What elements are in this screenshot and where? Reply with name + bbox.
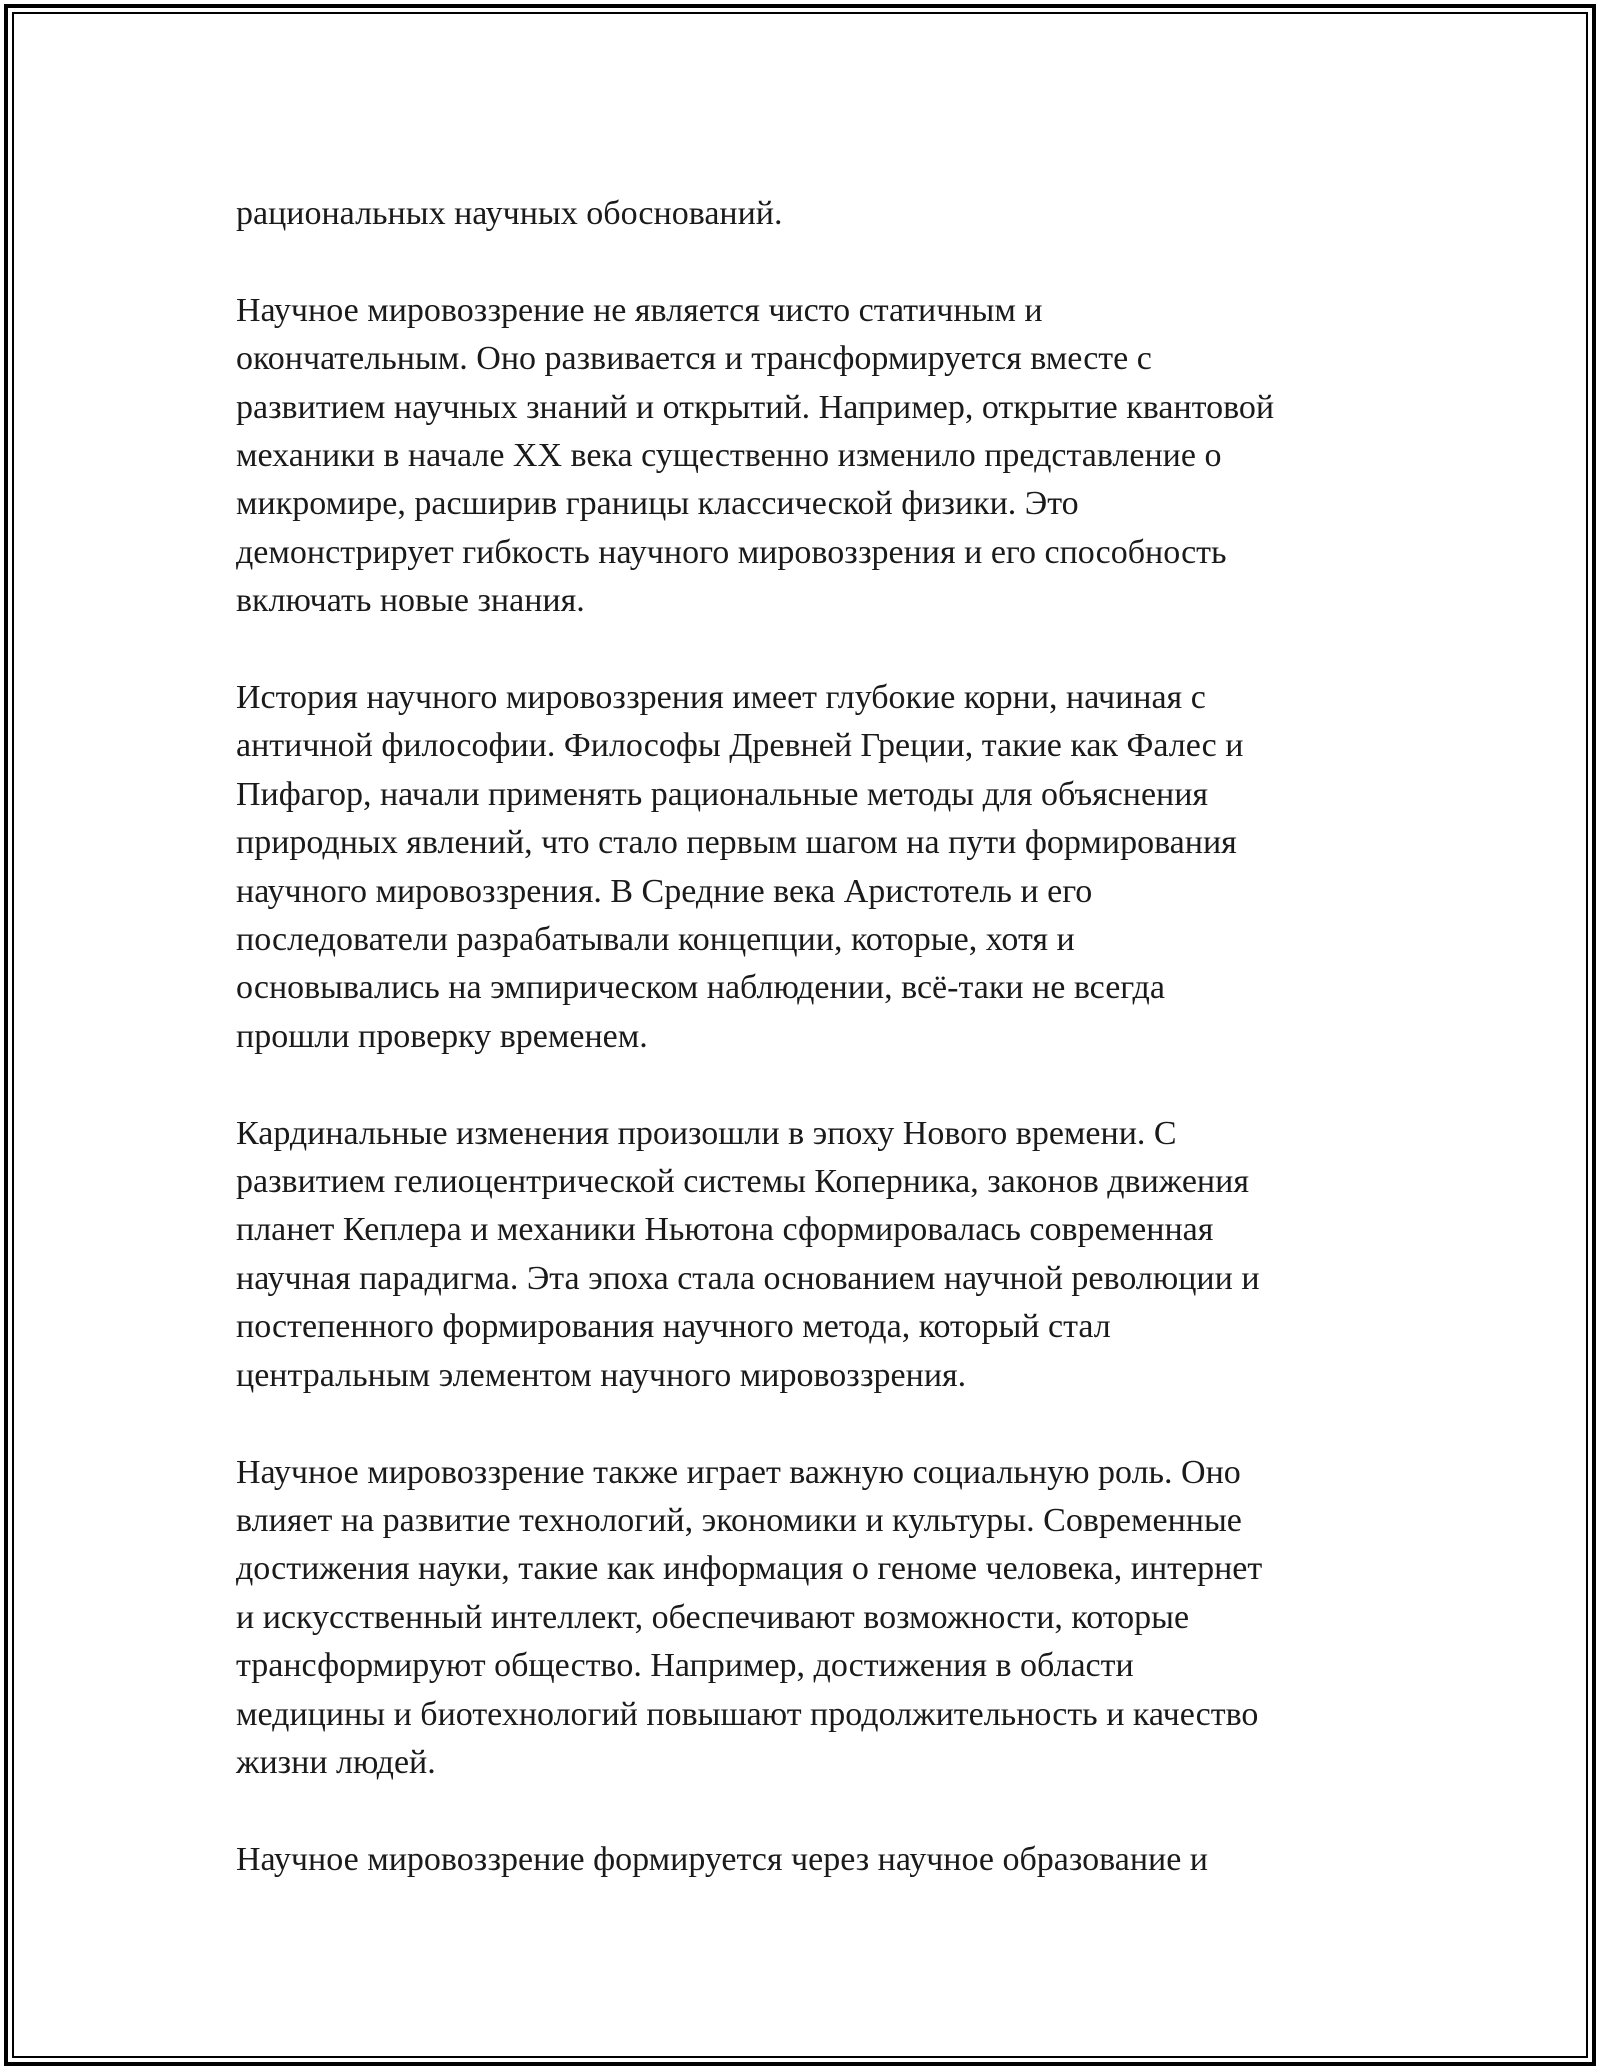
text-line: природных явлений, что стало первым шагом на пути формирования xyxy=(236,824,1237,862)
text-line: демонстрирует гибкость научного мировоззрения и его способность xyxy=(236,533,1227,571)
text-line: центральным элементом научного мировоззрения. xyxy=(236,1356,967,1394)
text-line: жизни людей. xyxy=(236,1743,436,1781)
text-line: Научное мировоззрение формируется через научное образование и xyxy=(236,1840,1209,1878)
text-line: прошли проверку временем. xyxy=(236,1017,648,1055)
paragraph-4 xyxy=(236,1110,1376,1400)
text-line: Кардинальные изменения произошли в эпоху Нового времени. С xyxy=(236,1114,1177,1152)
text-line: античной философии. Философы Древней Греции, такие как Фалес и xyxy=(236,727,1244,765)
text-line: развитием гелиоцентрической системы Коперника, законов движения xyxy=(236,1163,1249,1201)
text-line: и искусственный интеллект, обеспечивают возможности, которые xyxy=(236,1598,1190,1636)
text-line: планет Кеплера и механики Ньютона сформировалась современная xyxy=(236,1211,1214,1249)
text-line: научная парадигма. Эта эпоха стала основанием научной революции и xyxy=(236,1259,1260,1297)
text-line: микромире, расширив границы классической физики. Это xyxy=(236,485,1079,523)
text-line: основывались на эмпирическом наблюдении, всё-таки не всегда xyxy=(236,969,1165,1007)
text-line: История научного мировоззрения имеет глубокие корни, начиная с xyxy=(236,679,1206,717)
text-line: механики в начале XX века существенно изменило представление о xyxy=(236,437,1222,475)
text-line: последователи разрабатывали концепции, которые, хотя и xyxy=(236,921,1075,959)
paragraph-1 xyxy=(236,190,1376,238)
document-body xyxy=(236,190,1376,1933)
paragraph-2 xyxy=(236,287,1376,626)
text-line: Научное мировоззрение также играет важную социальную роль. Оно xyxy=(236,1453,1241,1491)
text-line: достижения науки, такие как информация о геноме человека, интернет xyxy=(236,1550,1263,1588)
paragraph-5 xyxy=(236,1449,1376,1788)
text-line: развитием научных знаний и открытий. Например, открытие квантовой xyxy=(236,388,1275,426)
text-line: медицины и биотехнологий повышают продолжительность и качество xyxy=(236,1695,1259,1733)
text-line: Научное мировоззрение не является чисто статичным и xyxy=(236,291,1043,329)
paragraph-6 xyxy=(236,1836,1376,1884)
text-line: окончательным. Оно развивается и трансформируется вместе с xyxy=(236,340,1152,378)
text-line: Пифагор, начали применять рациональные методы для объяснения xyxy=(236,775,1209,813)
text-line: включать новые знания. xyxy=(236,582,585,620)
paragraph-3 xyxy=(236,674,1376,1061)
text-line: научного мировоззрения. В Средние века Аристотель и его xyxy=(236,872,1093,910)
text-line: рациональных научных обоснований. xyxy=(236,195,783,232)
text-line: влияет на развитие технологий, экономики и культуры. Современные xyxy=(236,1501,1242,1539)
text-line: постепенного формирования научного метода, который стал xyxy=(236,1308,1111,1346)
text-line: трансформируют общество. Например, достижения в области xyxy=(236,1647,1134,1685)
